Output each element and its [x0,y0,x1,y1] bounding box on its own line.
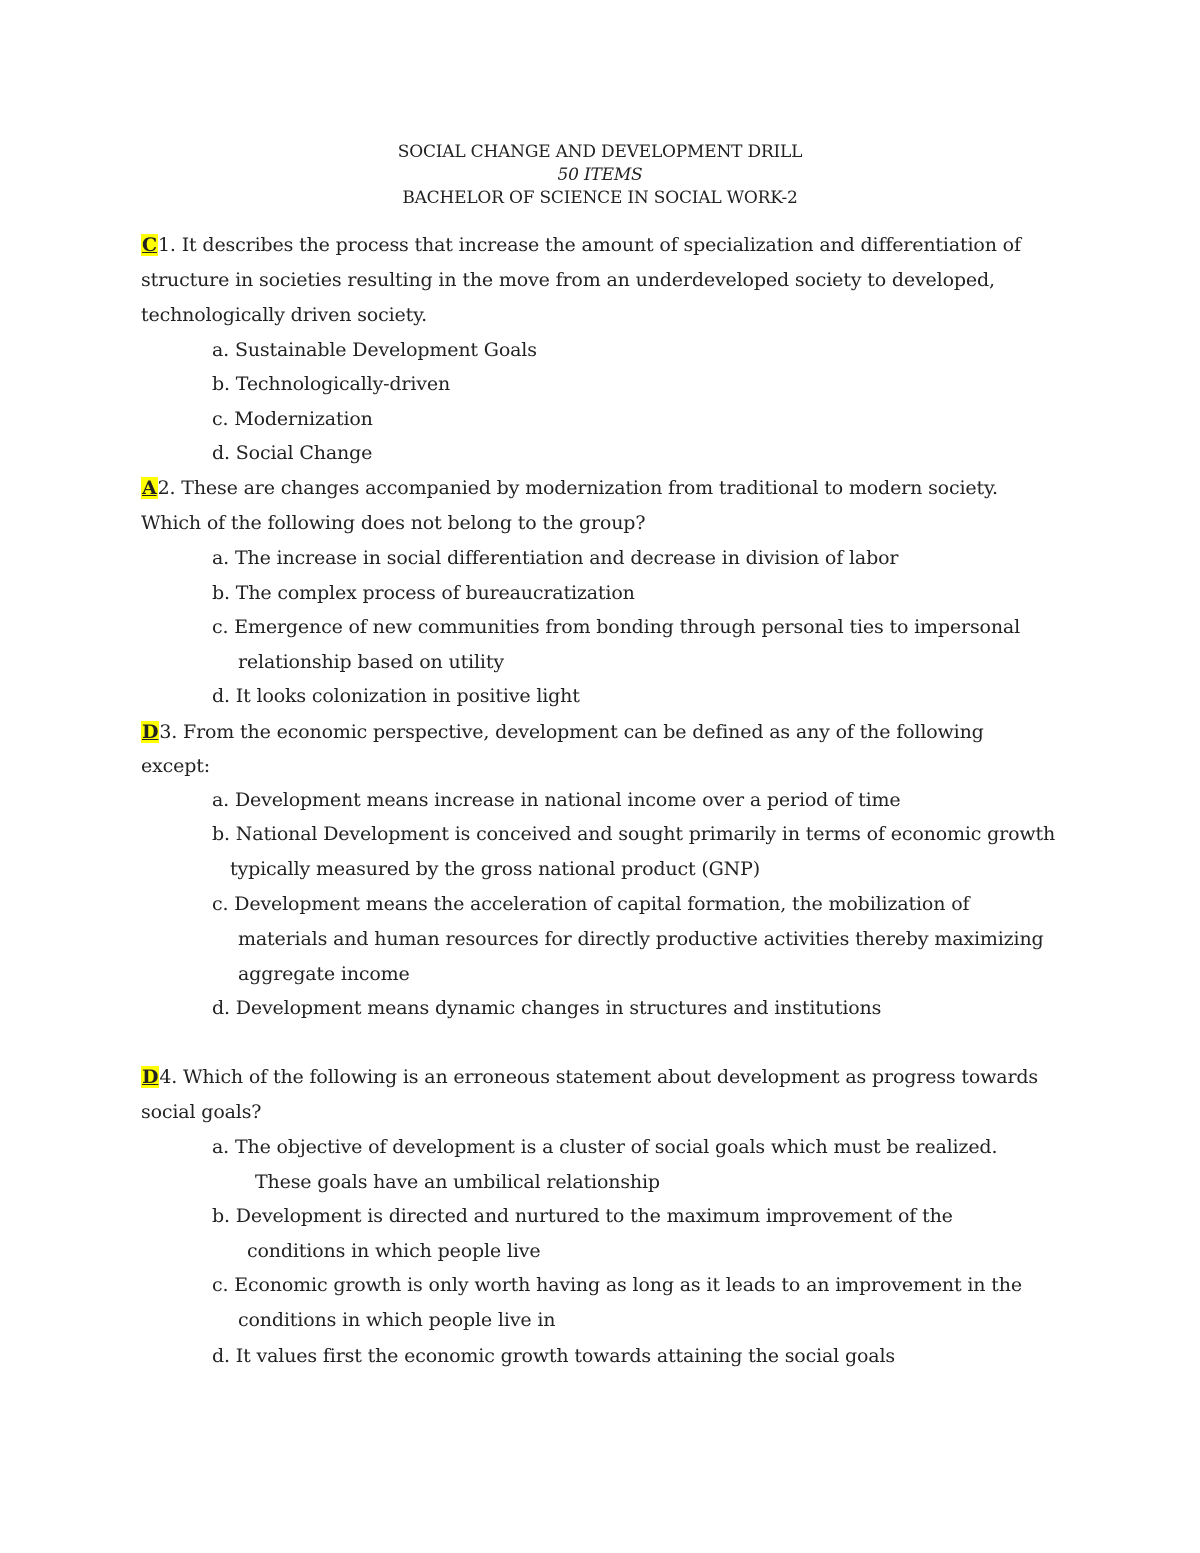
question-1-choice-c: c. Modernization [212,408,373,430]
question-1-choice-b: b. Technologically-driven [212,373,451,395]
question-3-choice-b: b. National Development is conceived and sought primarily in terms of economic growth [212,823,1056,845]
program-name: BACHELOR OF SCIENCE IN SOCIAL WORK-2 [402,188,798,208]
question-3-choice-d: d. Development means dynamic changes in structures and institutions [212,997,882,1019]
answer-key-4: D [142,1066,159,1088]
question-4-stem-2: social goals? [141,1101,262,1123]
question-2-choice-b: b. The complex process of bureaucratization [212,582,635,604]
question-2-choice-d: d. It looks colonization in positive light [212,685,580,707]
question-2-line-1 [141,476,998,500]
question-3-choice-c-cont-1: materials and human resources for directly productive activities thereby maximizing [238,928,1044,950]
question-4-choice-c-cont: conditions in which people live in [238,1309,556,1331]
question-2-stem-1: 2. These are changes accompanied by modernization from traditional to modern society. [157,477,998,499]
question-1-stem-1: 1. It describes the process that increase the amount of specialization and differentiation of [157,234,1021,256]
question-3-stem-1: 3. From the economic perspective, development can be defined as any of the following [159,721,984,743]
question-1-choice-d: d. Social Change [212,442,373,464]
question-3-choice-a: a. Development means increase in national income over a period of time [212,789,901,811]
question-1-line-1 [141,233,1021,257]
document-title: SOCIAL CHANGE AND DEVELOPMENT DRILL [397,142,803,162]
question-4-choice-b-cont: conditions in which people live [247,1240,541,1262]
answer-key-3: D [142,721,159,743]
question-4-choice-a-cont: These goals have an umbilical relationship [255,1171,660,1193]
question-4-stem-1: 4. Which of the following is an erroneous statement about development as progress towards [159,1066,1039,1088]
question-3-choice-c: c. Development means the acceleration of capital formation, the mobilization of [212,893,970,915]
question-4-choice-b: b. Development is directed and nurtured to the maximum improvement of the [212,1205,953,1227]
question-3-choice-b-cont: typically measured by the gross national product (GNP) [230,858,761,880]
question-2-choice-c-cont: relationship based on utility [238,651,504,673]
question-4-choice-a: a. The objective of development is a cluster of social goals which must be realized. [212,1136,998,1158]
question-4-choice-c: c. Economic growth is only worth having as long as it leads to an improvement in the [212,1274,1022,1296]
question-3-stem-2: except: [141,755,210,777]
item-count: 50 ITEMS [557,165,643,185]
question-3-choice-c-cont-2: aggregate income [238,963,410,985]
answer-key-1: C [142,234,157,256]
question-1-stem-3: technologically driven society. [141,304,428,326]
document-header [0,141,1200,210]
question-2-choice-c: c. Emergence of new communities from bonding through personal ties to impersonal [212,616,1021,638]
question-1-stem-2: structure in societies resulting in the move from an underdeveloped society to developed, [141,269,995,291]
question-2-stem-2: Which of the following does not belong to the group? [141,512,646,534]
question-4-line-1 [141,1065,1038,1089]
question-2-choice-a: a. The increase in social differentiation and decrease in division of labor [212,547,899,569]
question-3-line-1 [141,720,984,744]
answer-key-2: A [142,477,157,499]
question-1-choice-a: a. Sustainable Development Goals [212,339,537,361]
question-4-choice-d: d. It values first the economic growth towards attaining the social goals [212,1345,896,1367]
